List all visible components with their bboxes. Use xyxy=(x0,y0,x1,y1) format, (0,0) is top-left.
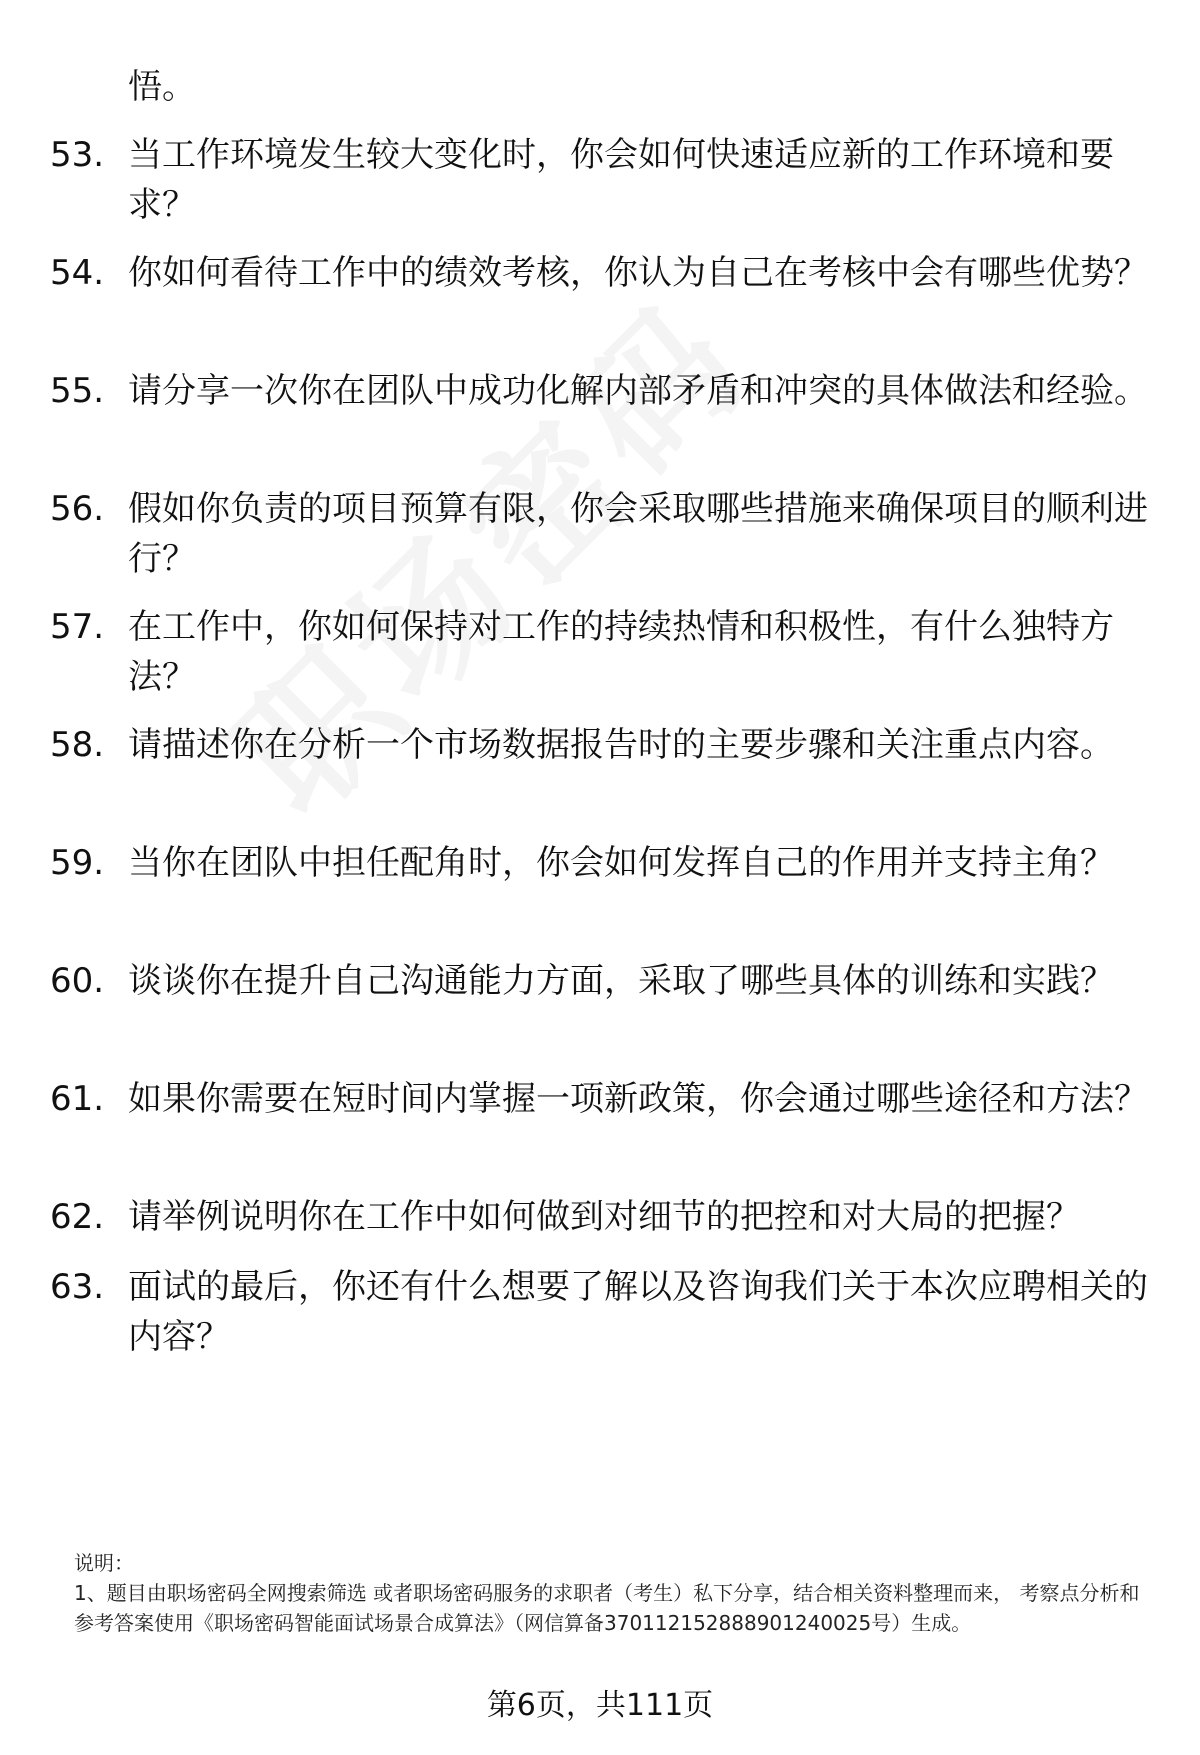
question-text: 当你在团队中担任配角时，你会如何发挥自己的作用并支持主角？ xyxy=(128,843,1114,883)
question-text: 请举例说明你在工作中如何做到对细节的把控和对大局的把握？ xyxy=(128,1197,1080,1237)
question-number: 54. xyxy=(50,253,105,293)
question-text: 在工作中，你如何保持对工作的持续热情和积极性，有什么独特方法？ xyxy=(128,607,1114,697)
question-number: 60. xyxy=(50,961,105,1001)
question-number: 56. xyxy=(50,489,105,529)
question-text: 谈谈你在提升自己沟通能力方面，采取了哪些具体的训练和实践？ xyxy=(128,961,1114,1001)
page-number: 第6页，共111页 xyxy=(486,1688,714,1723)
question-number: 63. xyxy=(50,1267,105,1307)
question-text: 当工作环境发生较大变化时，你会如何快速适应新的工作环境和要求？ xyxy=(128,135,1114,225)
question-text: 面试的最后，你还有什么想要了解以及咨询我们关于本次应聘相关的内容？ xyxy=(128,1267,1148,1357)
note-title: 说明： xyxy=(74,1551,134,1575)
question-number: 57. xyxy=(50,607,105,647)
question-text: 请分享一次你在团队中成功化解内部矛盾和冲突的具体做法和经验。 xyxy=(128,371,1148,411)
continued-text: 悟。 xyxy=(128,67,196,107)
question-number: 58. xyxy=(50,725,105,765)
question-text: 请描述你在分析一个市场数据报告时的主要步骤和关注重点内容。 xyxy=(128,725,1114,765)
question-number: 62. xyxy=(50,1197,105,1237)
question-number: 61. xyxy=(50,1079,105,1119)
question-number: 53. xyxy=(50,135,105,175)
question-text: 如果你需要在短时间内掌握一项新政策，你会通过哪些途径和方法？ xyxy=(128,1079,1148,1119)
question-number: 59. xyxy=(50,843,105,883)
note-body: 1、题目由职场密码全网搜索筛选 或者职场密码服务的求职者（考生）私下分享，结合相关资料整理而来， 考察点分析和参考答案使用《职场密码智能面试场景合成算法》（网信算备370112152888901240025号）生成。 xyxy=(74,1581,1140,1635)
question-number: 55. xyxy=(50,371,105,411)
explanation-note xyxy=(74,1548,1154,1638)
question-text: 你如何看待工作中的绩效考核，你认为自己在考核中会有哪些优势？ xyxy=(128,253,1148,293)
question-text: 假如你负责的项目预算有限，你会采取哪些措施来确保项目的顺利进行？ xyxy=(128,489,1148,579)
